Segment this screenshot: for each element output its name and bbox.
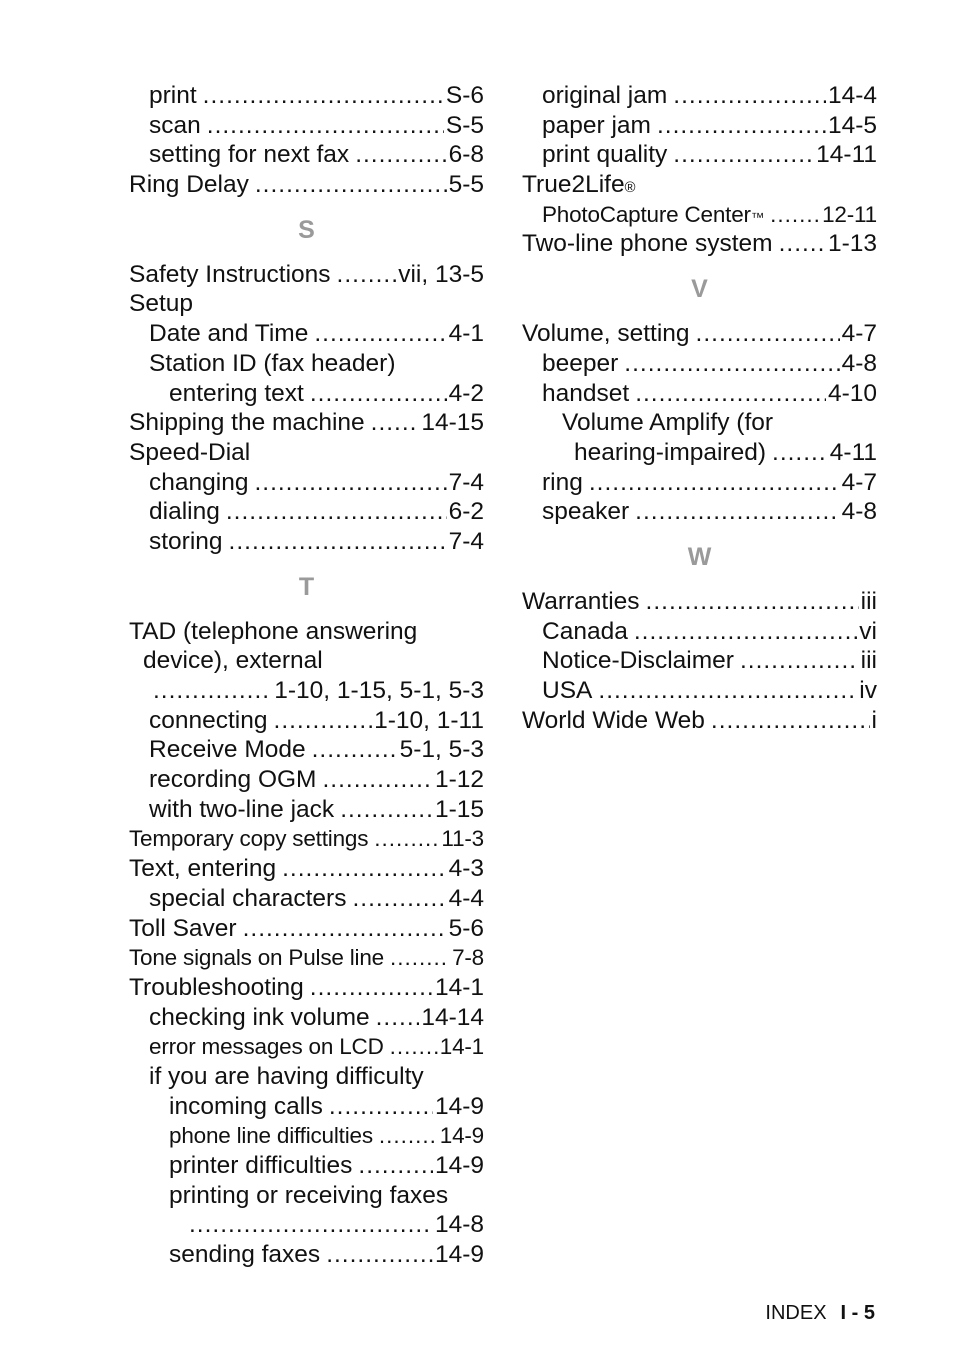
index-entry: [522, 468, 877, 498]
dot-leader: [673, 81, 826, 111]
dot-leader: [340, 795, 433, 825]
entry-page-ref: 4-7: [841, 320, 877, 348]
entry-term: Safety Instructions: [129, 260, 331, 288]
index-entry: [129, 1240, 484, 1270]
index-entry: [129, 1062, 484, 1092]
index-entry: [522, 111, 877, 141]
entry-page-ref: 14-11: [816, 141, 877, 169]
entry-page-ref: 14-9: [434, 1152, 484, 1179]
entry-term: phone line difficulties: [169, 1123, 373, 1149]
entry-term: print quality: [542, 141, 668, 169]
index-entry: [129, 1003, 484, 1033]
index-column-left: [129, 81, 484, 1270]
entry-page-ref: 11-3: [441, 826, 484, 852]
index-entry: [129, 795, 484, 825]
entry-page-ref: 14-14: [421, 1003, 484, 1031]
index-entry: [522, 81, 877, 111]
entry-term: paper jam: [542, 111, 651, 139]
entry-page-ref: 14-1: [439, 1034, 484, 1060]
dot-leader: [779, 229, 826, 259]
index-entry: PhotoCapture Center ™ ..... 12-11: [522, 200, 877, 230]
entry-page-ref: 14-1: [434, 973, 484, 1001]
index-entry: [129, 319, 484, 349]
page-footer: [765, 1300, 875, 1326]
entry-term: hearing-impaired): [574, 438, 767, 466]
index-entry: [522, 408, 877, 438]
entry-term: Text, entering: [129, 855, 277, 883]
dot-leader: [312, 735, 398, 765]
entry-page-ref: 4-7: [841, 468, 877, 496]
entry-page-ref: 1-15: [434, 795, 484, 823]
dot-leader: [352, 884, 446, 914]
entry-page-ref: S-5: [445, 111, 484, 139]
index-entry: [129, 676, 484, 706]
index-entry: [129, 1092, 484, 1122]
index-entry: [129, 260, 484, 290]
entry-page-ref: 5-5: [448, 171, 484, 199]
entry-term: incoming calls: [169, 1092, 323, 1120]
section-letter: V: [691, 275, 708, 304]
entry-term: True2Life: [522, 171, 625, 199]
dot-leader: [274, 706, 373, 736]
entry-page-ref: 6-8: [448, 141, 484, 169]
index-entry: [129, 140, 484, 170]
footer-section-label: INDEX: [765, 1302, 827, 1324]
entry-page-ref: 4-2: [448, 379, 484, 407]
entry-page-ref: 7-4: [448, 527, 484, 555]
entry-page-ref: iii: [860, 587, 877, 615]
entry-page-ref: 1-10, 1-11: [374, 706, 484, 734]
entry-term: Temporary copy settings: [129, 826, 369, 852]
entry-term: changing: [149, 468, 249, 496]
index-entry: [129, 438, 484, 468]
entry-term: sending faxes: [169, 1241, 321, 1269]
entry-term: Shipping the machine: [129, 409, 365, 437]
index-entry: [129, 468, 484, 498]
entry-page-ref: 14-4: [827, 82, 877, 109]
dot-leader: [203, 81, 444, 111]
entry-term: Setup: [129, 290, 194, 318]
dot-leader: [770, 200, 820, 230]
index-entry: [129, 379, 484, 409]
dot-leader: [254, 468, 446, 498]
index-entry: [129, 1151, 484, 1181]
entry-term: Speed-Dial: [129, 438, 251, 466]
dot-leader: [314, 319, 446, 349]
entry-page-ref: 1-10, 1-15, 5-1, 5-3: [274, 677, 484, 704]
entry-page-ref: 4-3: [448, 855, 484, 883]
dot-leader: [634, 617, 857, 647]
dot-leader: [772, 438, 828, 468]
entry-page-ref: 12-11: [822, 201, 877, 227]
entry-page-ref: iv: [859, 677, 877, 704]
entry-term: printer difficulties: [169, 1152, 353, 1179]
entry-page-ref: 14-9: [434, 1241, 484, 1269]
section-letter: W: [687, 542, 712, 571]
entry-page-ref: 4-11: [829, 438, 877, 466]
entry-term: beeper: [542, 349, 619, 377]
entry-term: device), external: [143, 647, 323, 675]
dot-leader: [390, 943, 450, 973]
entry-term: checking ink volume: [149, 1003, 370, 1031]
index-entry: [129, 1121, 484, 1151]
index-entry: [129, 706, 484, 736]
index-entry: [522, 706, 877, 736]
index-entry: [129, 884, 484, 914]
entry-page-ref: 14-8: [434, 1211, 484, 1239]
index-entry: True2Life ®: [522, 171, 636, 199]
index-entry: [129, 527, 484, 557]
entry-term: scan: [149, 111, 201, 139]
dot-leader: [376, 1003, 420, 1033]
entry-term: World Wide Web: [522, 706, 705, 734]
entry-term: if you are having difficulty: [149, 1062, 424, 1090]
dot-leader: [326, 1240, 433, 1270]
entry-term: recording OGM: [149, 766, 317, 794]
dot-leader: [390, 1032, 438, 1062]
entry-page-ref: 14-15: [421, 409, 484, 437]
dot-leader: [355, 140, 446, 170]
index-entry: [129, 111, 484, 141]
dot-leader: [255, 170, 447, 200]
dot-leader: [358, 1151, 433, 1181]
entry-page-ref: 4-8: [841, 498, 877, 526]
section-letter: S: [298, 215, 315, 244]
dot-leader: [646, 587, 859, 617]
index-entry: [129, 854, 484, 884]
index-entry: [129, 824, 484, 854]
dot-leader: [624, 349, 839, 379]
entry-page-ref: iii: [860, 647, 877, 675]
dot-leader: [635, 379, 826, 409]
entry-term: error messages on LCD: [149, 1034, 384, 1060]
dot-leader: [226, 497, 447, 527]
entry-term: ring: [542, 468, 583, 496]
entry-term: Toll Saver: [129, 914, 237, 942]
index-entry: [129, 973, 484, 1003]
index-entry: [129, 646, 484, 676]
index-entry: [522, 379, 877, 409]
dot-leader: [711, 706, 870, 736]
index-column-right: [522, 81, 877, 735]
entry-term: printing or receiving faxes: [169, 1181, 449, 1209]
dot-leader: [322, 765, 432, 795]
index-entry: [522, 646, 877, 676]
dot-leader: [153, 676, 272, 706]
entry-term: special characters: [149, 884, 347, 912]
entry-page-ref: vii, 13-5: [398, 260, 484, 288]
dot-leader: [635, 497, 839, 527]
entry-term: Troubleshooting: [129, 973, 304, 1001]
entry-page-ref: 1-13: [827, 230, 877, 258]
dot-leader: [243, 914, 447, 944]
dot-leader: [740, 646, 859, 676]
index-entry: [522, 587, 877, 617]
entry-term: Two-line phone system: [522, 230, 773, 258]
entry-term: entering text: [169, 379, 304, 407]
entry-term: Receive Mode: [149, 736, 306, 764]
entry-term: Warranties: [522, 587, 640, 615]
entry-page-ref: 5-6: [448, 914, 484, 942]
entry-term: Date and Time: [149, 320, 309, 348]
index-entry: [522, 497, 877, 527]
index-entry: [129, 497, 484, 527]
dot-leader: [589, 468, 840, 498]
footer-page-number: I - 5: [840, 1302, 875, 1324]
entry-term: PhotoCapture Center: [542, 201, 751, 227]
index-entry: [129, 1181, 484, 1211]
entry-term: USA: [542, 677, 593, 704]
entry-term: Volume, setting: [522, 320, 690, 348]
index-entry: [129, 1032, 484, 1062]
entry-page-ref: 14-9: [439, 1123, 484, 1149]
entry-term: Canada: [542, 617, 628, 645]
index-entry: [129, 943, 484, 973]
dot-leader: [337, 260, 397, 290]
entry-page-ref: 4-10: [827, 379, 877, 407]
index-entry: [522, 229, 877, 259]
dot-leader: [282, 854, 446, 884]
entry-term: Ring Delay: [129, 171, 249, 199]
entry-term: with two-line jack: [149, 795, 335, 823]
entry-page-ref: 4-1: [448, 320, 484, 348]
index-entry: [129, 735, 484, 765]
index-entry: [522, 140, 877, 170]
index-entry: [129, 408, 484, 438]
section-letter: T: [298, 572, 315, 601]
entry-term: setting for next fax: [149, 141, 350, 169]
entry-page-ref: 6-2: [448, 498, 484, 526]
entry-term: print: [149, 82, 197, 109]
index-entry: [522, 349, 877, 379]
entry-term: Tone signals on Pulse line: [129, 945, 384, 971]
index-entry: [522, 617, 877, 647]
entry-term: connecting: [149, 706, 268, 734]
index-entry: [129, 170, 484, 200]
entry-term: TAD (telephone answering: [129, 617, 418, 645]
dot-leader: [329, 1092, 433, 1122]
dot-leader: [310, 379, 447, 409]
entry-page-ref: vi: [859, 617, 877, 645]
entry-page-ref: 1-12: [434, 766, 484, 794]
entry-page-ref: S-6: [445, 82, 484, 109]
index-entry: [129, 765, 484, 795]
entry-page-ref: 14-9: [434, 1092, 484, 1120]
index-entry: [129, 81, 484, 111]
dot-leader: [379, 1121, 438, 1151]
entry-page-ref: 4-8: [841, 349, 877, 377]
dot-leader: [310, 973, 433, 1003]
entry-term: Station ID (fax header): [149, 349, 396, 377]
entry-term: Notice-Disclaimer: [542, 647, 734, 675]
entry-term: speaker: [542, 498, 630, 526]
entry-page-ref: 7-4: [448, 468, 484, 496]
entry-term: original jam: [542, 82, 668, 109]
index-entry: [522, 438, 877, 468]
entry-page-ref: i: [871, 706, 877, 734]
entry-page-ref: 4-4: [448, 884, 484, 912]
dot-leader: [657, 111, 826, 141]
entry-term: Volume Amplify (for: [562, 409, 774, 437]
entry-term: dialing: [149, 498, 220, 526]
entry-term: handset: [542, 379, 630, 407]
dot-leader: [673, 140, 814, 170]
entry-page-ref: 7-8: [452, 945, 484, 971]
entry-page-ref: 5-1, 5-3: [399, 736, 484, 764]
dot-leader: [598, 676, 857, 706]
index-entry: [522, 676, 877, 706]
index-entry: [129, 1210, 484, 1240]
dot-leader: [189, 1210, 433, 1240]
index-entry: [522, 319, 877, 349]
index-entry: [129, 349, 484, 379]
index-entry: [129, 617, 484, 647]
dot-leader: [229, 527, 447, 557]
dot-leader: [374, 824, 439, 854]
index-entry: [129, 289, 484, 319]
entry-page-ref: 14-5: [827, 111, 877, 139]
dot-leader: [696, 319, 840, 349]
dot-leader: [371, 408, 420, 438]
index-entry: [129, 914, 484, 944]
entry-term: storing: [149, 527, 223, 555]
dot-leader: [207, 111, 444, 141]
